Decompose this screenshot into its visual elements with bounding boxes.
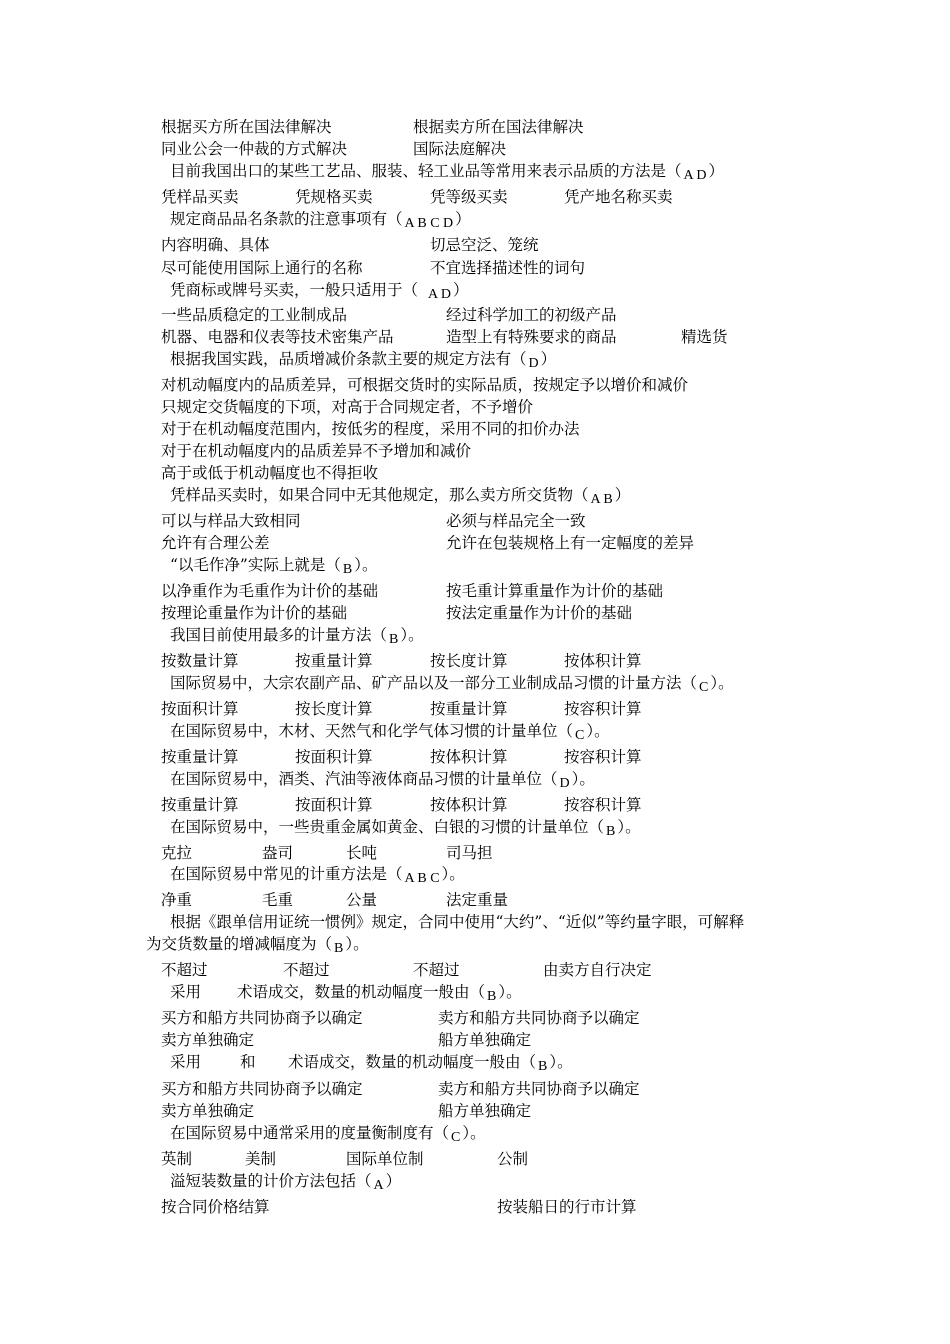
- question-line: [170, 673, 734, 695]
- option-text: 按体积计算: [564, 652, 642, 670]
- question-line: [170, 864, 465, 886]
- question-line: [237, 982, 522, 1004]
- option-text: 凭等级买卖: [430, 188, 508, 206]
- question-line: [170, 280, 468, 302]
- option-text: 根据卖方所在国法律解决: [413, 118, 584, 136]
- option-text: 凭产地名称买卖: [564, 188, 673, 206]
- question-text: 在国际贸易中，木材、天然气和化学气体习惯的计量单位（: [170, 722, 574, 740]
- option-text: 尽可能使用国际上通行的名称: [161, 259, 363, 277]
- question-text: 采用: [170, 983, 202, 1001]
- option-text: 船方单独确定: [438, 1102, 532, 1120]
- option-text: 按容积计算: [564, 796, 642, 814]
- answer-letters: A D: [683, 168, 707, 183]
- answer-letters: B: [538, 1059, 548, 1074]
- option-text: 只规定交货幅度的下项，对高于合同规定者，不予增价: [161, 398, 534, 416]
- question-text: 根据《跟单信用证统一惯例》规定，合同中使用“大约”、“近似”等约量字眼，可解释: [170, 913, 745, 931]
- option-text: 按合同价格结算: [161, 1198, 270, 1216]
- option-text: 按装船日的行市计算: [497, 1198, 637, 1216]
- option-text: 净重: [161, 891, 193, 909]
- option-text: 凭规格买卖: [295, 188, 373, 206]
- option-text: 凭样品买卖: [161, 188, 239, 206]
- question-close: ）。: [617, 818, 641, 836]
- option-text: 按毛重计算重量作为计价的基础: [446, 582, 664, 600]
- option-text: 允许有合理公差: [161, 534, 270, 552]
- question-close: ）: [452, 281, 469, 299]
- question-close: ）。: [345, 935, 369, 953]
- question-line: [170, 555, 377, 577]
- option-text: 毛重: [262, 891, 294, 909]
- option-text: 英制: [161, 1150, 193, 1168]
- option-text: 卖方单独确定: [161, 1102, 255, 1120]
- question-text: 溢短装数量的计价方法包括（: [170, 1172, 372, 1190]
- question-text: 为交货数量的增减幅度为（: [146, 935, 333, 953]
- question-line: [170, 161, 724, 183]
- question-close: ）。: [462, 1124, 486, 1142]
- question-line: [170, 209, 471, 231]
- option-text: 卖方和船方共同协商予以确定: [438, 1080, 640, 1098]
- option-text: 船方单独确定: [438, 1031, 532, 1049]
- option-text: 克拉: [161, 844, 193, 862]
- option-text: 长吨: [346, 844, 378, 862]
- question-line: [170, 769, 595, 791]
- question-close: ）。: [354, 556, 378, 574]
- question-line: [170, 817, 641, 839]
- option-text: 切忌空泛、笼统: [430, 236, 539, 254]
- question-close: ）。: [441, 865, 465, 883]
- option-text: 卖方单独确定: [161, 1031, 255, 1049]
- question-text: 规定商品品名条款的注意事项有（: [170, 210, 403, 228]
- question-close: ）: [385, 1172, 402, 1190]
- question-close: ）: [614, 486, 631, 504]
- option-text: 买方和船方共同协商予以确定: [161, 1080, 363, 1098]
- question-text: 在国际贸易中常见的计重方法是（: [170, 865, 403, 883]
- question-text: 术语成交，数量的机动幅度一般由（: [237, 983, 486, 1001]
- question-text: 凭样品买卖时，如果合同中无其他规定，那么卖方所交货物（: [170, 486, 589, 504]
- option-text: 由卖方自行决定: [543, 961, 652, 979]
- option-text: 造型上有特殊要求的商品: [446, 328, 617, 346]
- option-text: 不超过: [413, 961, 460, 979]
- question-text: 国际贸易中，大宗农副产品、矿产品以及一部分工业制成品习惯的计量方法（: [170, 674, 698, 692]
- option-text: 允许在包装规格上有一定幅度的差异: [446, 534, 695, 552]
- option-text: 国际法庭解决: [413, 140, 507, 158]
- question-close: ）: [708, 162, 724, 180]
- question-line: [170, 1123, 486, 1145]
- option-text: 内容明确、具体: [161, 236, 270, 254]
- option-text: 按体积计算: [430, 748, 508, 766]
- option-text: 按长度计算: [430, 652, 508, 670]
- option-text: 对于在机动幅度范围内，按低劣的程度，采用不同的扣价办法: [161, 420, 580, 438]
- option-text: 按重量计算: [161, 796, 239, 814]
- option-text: 必须与样品完全一致: [446, 512, 586, 530]
- question-text: 采用: [170, 1053, 202, 1071]
- option-text: 机器、电器和仪表等技术密集产品: [161, 328, 394, 346]
- option-text: 根据买方所在国法律解决: [161, 118, 332, 136]
- question-close: ）: [455, 210, 471, 228]
- question-close: ）。: [400, 626, 424, 644]
- answer-letters: C: [699, 680, 709, 695]
- question-close: ）: [540, 350, 557, 368]
- question-line: [170, 485, 630, 507]
- question-text: 在国际贸易中，酒类、汽油等液体商品习惯的计量单位（: [170, 770, 558, 788]
- option-text: 按重量计算: [430, 700, 508, 718]
- answer-letters: B: [334, 941, 344, 956]
- question-text: 和: [240, 1053, 256, 1071]
- question-close: ）。: [571, 770, 595, 788]
- option-text: 对机动幅度内的品质差异，可根据交货时的实际品质，按规定予以增价和减价: [161, 376, 689, 394]
- option-text: 同业公会一仲裁的方式解决: [161, 140, 348, 158]
- option-text: 对于在机动幅度内的品质差异不予增加和减价: [161, 442, 472, 460]
- option-text: 按面积计算: [295, 796, 373, 814]
- answer-letters: C: [451, 1130, 461, 1145]
- option-text: 国际单位制: [346, 1150, 424, 1168]
- answer-letters: A D: [428, 287, 451, 302]
- option-text: 不宜选择描述性的词句: [430, 259, 586, 277]
- question-text: 凭商标或牌号买卖，一般只适用于（: [170, 281, 419, 299]
- question-close: ）。: [586, 722, 610, 740]
- question-close: ）。: [549, 1053, 573, 1071]
- answer-letters: A B C: [404, 871, 440, 886]
- option-text: 不超过: [161, 961, 208, 979]
- question-line: [170, 1171, 401, 1193]
- option-text: 按体积计算: [430, 796, 508, 814]
- answer-letters: C: [575, 728, 585, 743]
- option-text: 以净重作为毛重作为计价的基础: [161, 582, 379, 600]
- answer-letters: B: [606, 824, 616, 839]
- option-text: 公制: [497, 1150, 529, 1168]
- option-text: 公量: [346, 891, 378, 909]
- question-close: ）。: [498, 983, 522, 1001]
- option-text: 一些品质稳定的工业制成品: [161, 306, 348, 324]
- question-text: 我国目前使用最多的计量方法（: [170, 626, 388, 644]
- option-text: 按法定重量作为计价的基础: [446, 604, 633, 622]
- option-text: 美制: [245, 1150, 277, 1168]
- answer-letters: B: [487, 989, 497, 1004]
- answer-letters: B: [342, 562, 353, 577]
- option-text: 经过科学加工的初级产品: [446, 306, 617, 324]
- option-text: 按重量计算: [295, 652, 373, 670]
- answer-letters: B: [389, 632, 399, 647]
- option-text: 按面积计算: [161, 700, 239, 718]
- option-text: 按长度计算: [295, 700, 373, 718]
- answer-letters: D: [559, 776, 570, 791]
- option-text: 高于或低于机动幅度也不得拒收: [161, 464, 379, 482]
- option-text: 可以与样品大致相同: [161, 512, 301, 530]
- option-text: 按理论重量作为计价的基础: [161, 604, 348, 622]
- option-text: 司马担: [446, 844, 493, 862]
- question-line: [288, 1052, 573, 1074]
- question-text: 术语成交，数量的机动幅度一般由（: [288, 1053, 537, 1071]
- question-line: [170, 349, 556, 371]
- option-text: 法定重量: [446, 891, 509, 909]
- option-text: 按容积计算: [564, 700, 642, 718]
- question-line: [146, 934, 369, 956]
- question-line: [170, 721, 610, 743]
- option-text: 卖方和船方共同协商予以确定: [438, 1009, 640, 1027]
- option-text: 买方和船方共同协商予以确定: [161, 1009, 363, 1027]
- question-close: ）。: [710, 674, 734, 692]
- option-text: 按数量计算: [161, 652, 239, 670]
- question-text: 根据我国实践，品质增减价条款主要的规定方法有（: [170, 350, 527, 368]
- question-line: [170, 625, 424, 647]
- question-text: “以毛作净”实际上就是（: [170, 556, 341, 574]
- answer-letters: A B C D: [404, 216, 454, 231]
- option-text: 盎司: [262, 844, 294, 862]
- answer-letters: A B: [590, 492, 613, 507]
- option-text: 按面积计算: [295, 748, 373, 766]
- question-text: 在国际贸易中，一些贵重金属如黄金、白银的习惯的计量单位（: [170, 818, 605, 836]
- answer-letters: D: [528, 356, 539, 371]
- option-text: 按重量计算: [161, 748, 239, 766]
- option-text: 精选货: [681, 328, 728, 346]
- question-text: 在国际贸易中通常采用的度量衡制度有（: [170, 1124, 450, 1142]
- option-text: 不超过: [283, 961, 330, 979]
- answer-letters: A: [373, 1178, 384, 1193]
- question-text: 目前我国出口的某些工艺品、服装、轻工业品等常用来表示品质的方法是（: [170, 162, 682, 180]
- option-text: 按容积计算: [564, 748, 642, 766]
